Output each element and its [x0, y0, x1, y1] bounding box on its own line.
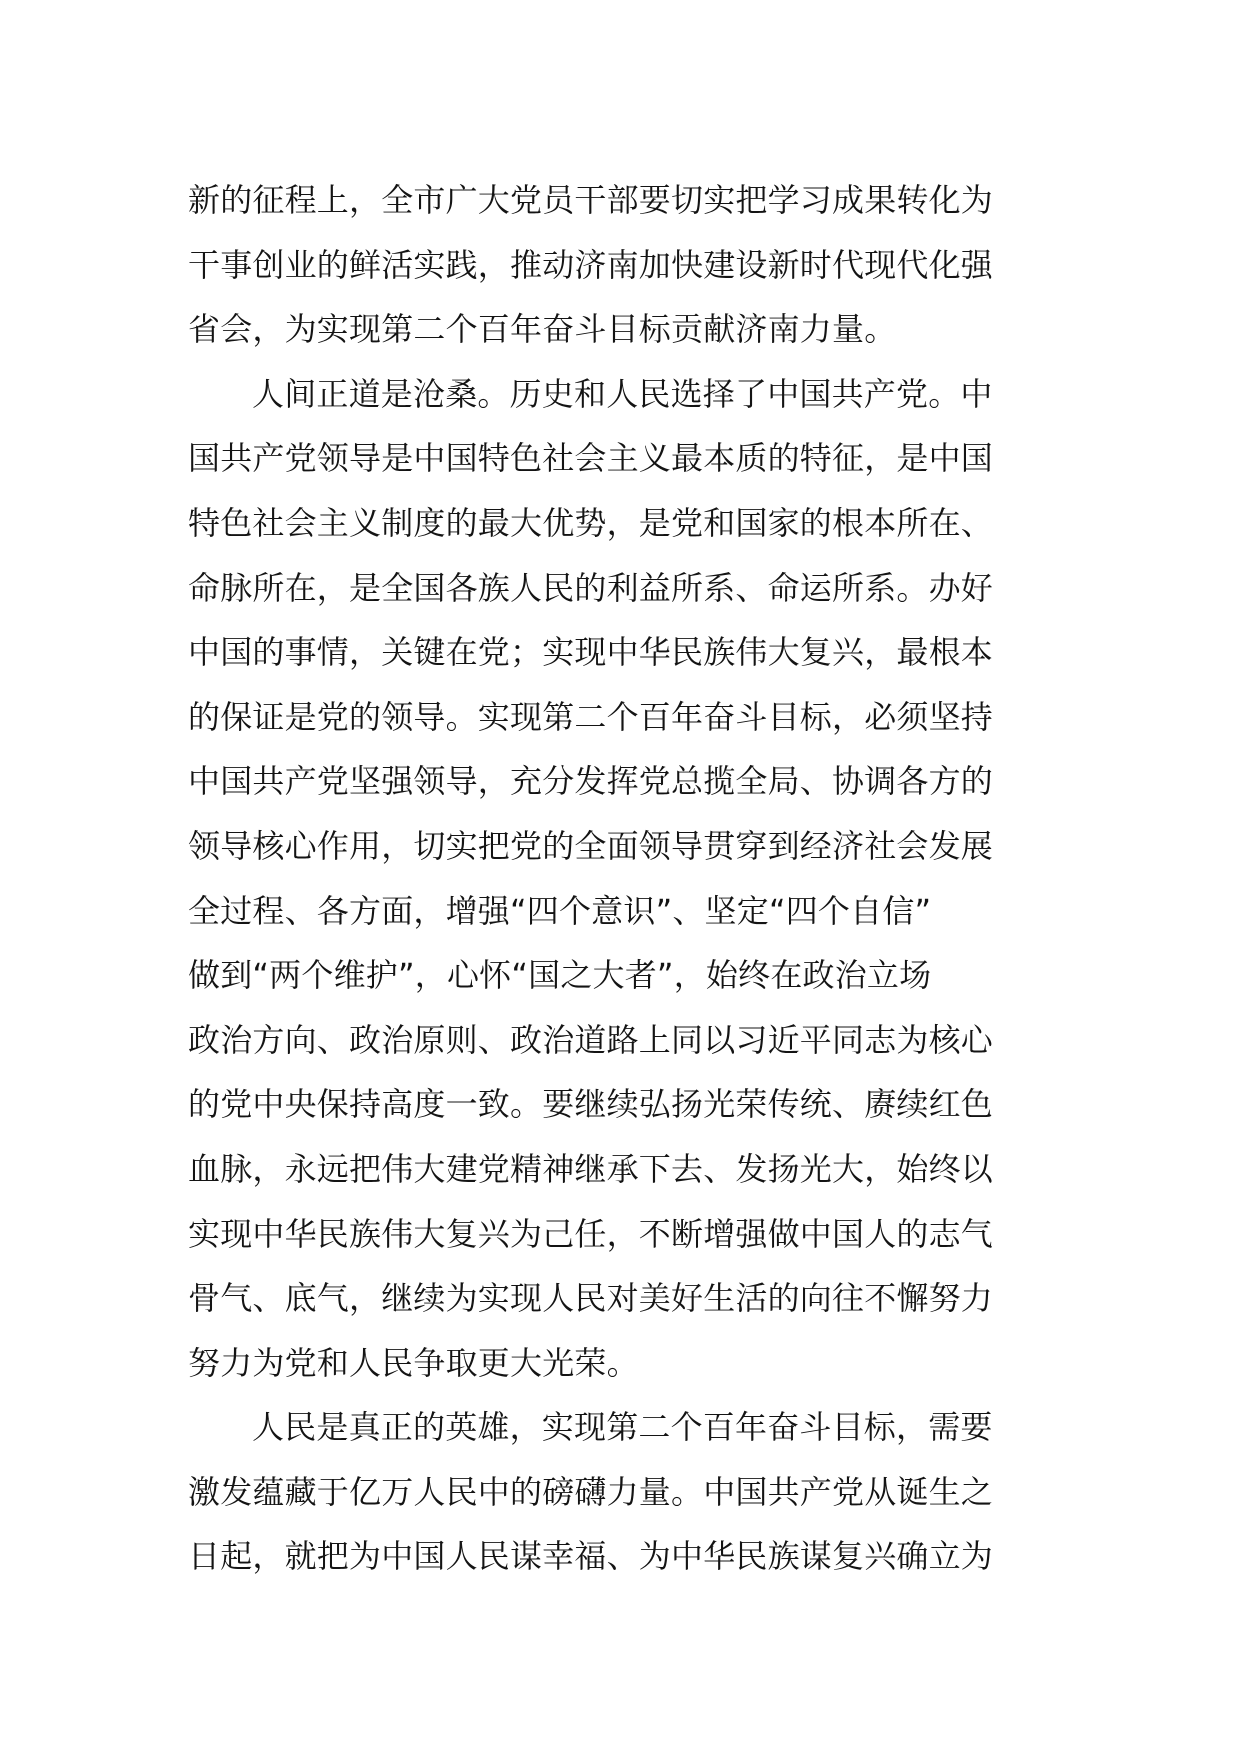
document-body [188, 168, 1064, 1589]
text-line: 的保证是党的领导。实现第二个百年奋斗目标，必须坚持 [188, 697, 994, 736]
paragraph-first-line: 人民是真正的英雄，实现第二个百年奋斗目标，需要 [252, 1408, 993, 1447]
text-line: 领导核心作用，切实把党的全面领导贯穿到经济社会发展 [188, 826, 994, 865]
text-line: 特色社会主义制度的最大优势，是党和国家的根本所在、 [188, 503, 994, 542]
text-line: 努力为党和人民争取更大光荣。 [188, 1343, 639, 1382]
paragraph-first-line: 人间正道是沧桑。历史和人民选择了中国共产党。中 [252, 374, 993, 413]
text-line: 中国共产党坚强领导，充分发挥党总揽全局、协调各方的 [188, 762, 994, 801]
text-line: 国共产党领导是中国特色社会主义最本质的特征，是中国 [188, 439, 994, 478]
text-line: 做到“两个维护”，心怀“国之大者”，始终在政治立场 [188, 956, 932, 995]
text-line: 骨气、底气，继续为实现人民对美好生活的向往不懈努力 [188, 1279, 994, 1318]
text-line: 命脉所在，是全国各族人民的利益所系、命运所系。办好 [188, 568, 994, 607]
text-line: 激发蕴藏于亿万人民中的磅礴力量。中国共产党从诞生之 [188, 1472, 994, 1511]
text-line: 省会，为实现第二个百年奋斗目标贡献济南力量。 [188, 310, 897, 349]
text-line: 全过程、各方面，增强“四个意识”、坚定“四个自信” [188, 891, 932, 930]
text-line: 实现中华民族伟大复兴为己任，不断增强做中国人的志气 [188, 1214, 994, 1253]
text-line: 血脉，永远把伟大建党精神继承下去、发扬光大，始终以 [188, 1149, 994, 1188]
text-line: 中国的事情，关键在党；实现中华民族伟大复兴，最根本 [188, 633, 994, 672]
text-line: 日起，就把为中国人民谋幸福、为中华民族谋复兴确立为 [188, 1537, 994, 1576]
text-line: 政治方向、政治原则、政治道路上同以习近平同志为核心 [188, 1020, 994, 1059]
text-line: 新的征程上，全市广大党员干部要切实把学习成果转化为 [188, 181, 994, 219]
text-line: 干事创业的鲜活实践，推动济南加快建设新时代现代化强 [188, 245, 994, 284]
text-line: 的党中央保持高度一致。要继续弘扬光荣传统、赓续红色 [188, 1085, 994, 1124]
